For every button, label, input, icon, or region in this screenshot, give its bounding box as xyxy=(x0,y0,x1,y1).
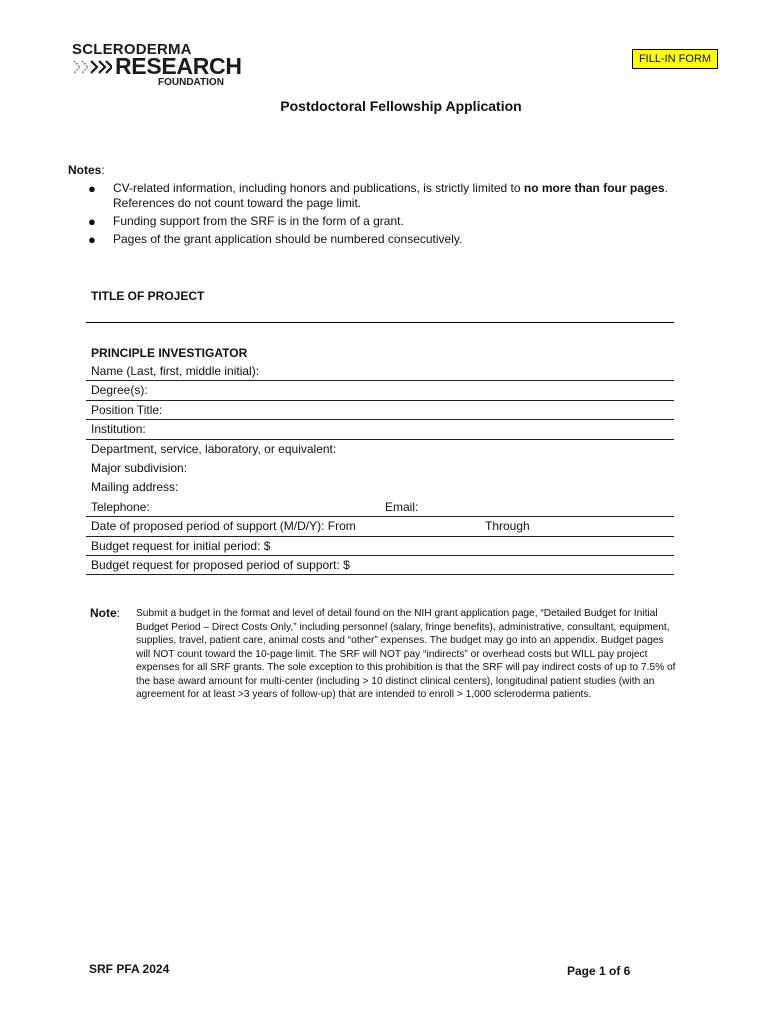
chevron-arrows-icon xyxy=(72,59,112,75)
list-item xyxy=(88,214,708,229)
project-title-label: TITLE OF PROJECT xyxy=(91,289,205,303)
footer-doc-id: SRF PFA 2024 xyxy=(89,962,170,976)
project-title-field[interactable] xyxy=(86,322,674,323)
major-subdivision-field[interactable] xyxy=(86,459,674,478)
pi-form xyxy=(86,362,674,575)
note-text: Funding support from the SRF is in the form of a grant. xyxy=(113,214,404,228)
period-from-label: Date of proposed period of support (M/D/Y): From xyxy=(91,519,356,534)
telephone-label: Telephone: xyxy=(91,499,150,514)
list-item xyxy=(88,232,708,247)
notes-heading: Notes: xyxy=(68,163,105,177)
note-text: . References do not count toward the page limit. xyxy=(113,181,668,210)
mailing-address-field[interactable] xyxy=(86,478,674,497)
field-label: Budget request for initial period: $ xyxy=(91,538,271,553)
bullet-icon: ● xyxy=(88,232,96,247)
logo-line-2: RESEARCH xyxy=(115,53,242,79)
field-label: Major subdivision: xyxy=(91,460,188,475)
period-through-label: Through xyxy=(485,519,530,534)
name-field[interactable] xyxy=(86,362,674,381)
email-label: Email: xyxy=(385,499,419,514)
field-label: Degree(s): xyxy=(91,383,148,398)
footer-page-number: Page 1 of 6 xyxy=(567,964,631,978)
department-field[interactable] xyxy=(86,440,674,459)
budget-initial-field[interactable] xyxy=(86,537,674,556)
budget-proposed-field[interactable] xyxy=(86,556,674,575)
note-label: Note: xyxy=(90,606,121,620)
note-body: Submit a budget in the format and level of detail found on the NIH grant application page, “Detailed Budget for Initial Budget Period – Direct Costs Only,” including personnel (salary, fringe benefits), administrative, consultant, equipment, supplies, travel, patient care, animal costs and “other” expenses. The budget may go into an appendix. Budget pages will NOT count toward the 10-page limit. The SRF will NOT pay “indirects” or overhead costs but WILL pay project expenses for all SRF grants. The sole exception to this prohibition is that the SRF will pay indirect costs of up to 7.5% of the base award amount for multi-center (including > 10 distinct clinical centers), longitudinal patient studies (with an agreement for at least >3 years of follow-up) that are intended to enroll > 1,000 scleroderma patients. xyxy=(136,608,676,700)
page-title: Postdoctoral Fellowship Application xyxy=(280,98,522,114)
field-label: Mailing address: xyxy=(91,480,179,495)
fill-in-form-badge: FILL-IN FORM xyxy=(632,49,718,69)
position-title-field[interactable] xyxy=(86,401,674,420)
notes-list xyxy=(88,181,708,250)
field-label: Position Title: xyxy=(91,402,163,417)
field-label: Budget request for proposed period of support: $ xyxy=(91,557,350,572)
logo-line-3: FOUNDATION xyxy=(158,77,224,88)
degrees-field[interactable] xyxy=(86,381,674,400)
note-text: CV-related information, including honors and publications, is strictly limited to xyxy=(113,181,524,195)
srf-logo xyxy=(72,41,242,87)
note-emphasis: no more than four pages xyxy=(523,181,665,195)
logo-line-1: SCLERODERMA xyxy=(72,41,192,58)
field-label: Name (Last, first, middle initial): xyxy=(91,364,260,378)
bullet-icon: ● xyxy=(88,214,96,229)
field-label: Department, service, laboratory, or equivalent: xyxy=(91,441,337,456)
field-label: Institution: xyxy=(91,422,146,437)
telephone-email-row[interactable] xyxy=(86,498,674,517)
pi-section-label: PRINCIPLE INVESTIGATOR xyxy=(91,346,248,360)
institution-field[interactable] xyxy=(86,420,674,439)
note-text: Pages of the grant application should be numbered consecutively. xyxy=(113,232,463,246)
support-period-row[interactable] xyxy=(86,517,674,536)
list-item xyxy=(88,181,708,211)
bullet-icon: ● xyxy=(88,181,96,196)
